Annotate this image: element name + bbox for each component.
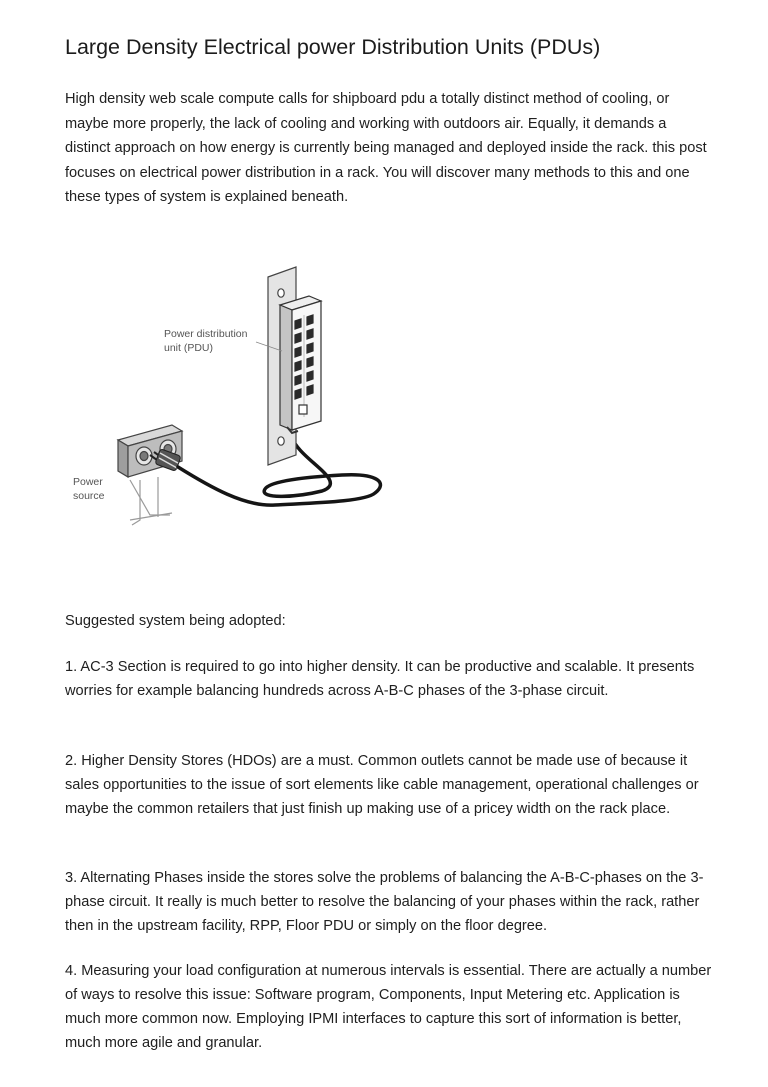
point-paragraph-1: 1. AC-3 Section is required to go into higher density. It can be productive and scalable. It presents worries for example balancing hundreds across A-B-C phases of the 3-phase circuit. xyxy=(65,659,695,699)
page-title: Large Density Electrical power Distribution Units (PDUs) xyxy=(65,35,601,59)
point-paragraph-4: 4. Measuring your load configuration at numerous intervals is essential. There are actually a number of ways to resolve this issue: Software program, Components, Input Metering etc. Application is much more common now. Employing IPMI interfaces to capture this sort of information is better, much more agile and granular. xyxy=(65,963,712,1051)
suggested-heading: Suggested system being adopted: xyxy=(65,613,286,629)
intro-paragraph: High density web scale compute calls for shipboard pdu a totally distinct method of cooling, or maybe more properly, the lack of cooling and working with outdoors air. Equally, it demands a distinct approach on how energy is currently being managed and deployed inside the rack. this post focuses on electrical power distribution in a rack. You will discover many methods to this and one these types of system is explained beneath. xyxy=(65,91,707,205)
pdu-label-line2: unit (PDU) xyxy=(164,342,214,354)
pdu-label-line1: Power distribution xyxy=(164,328,248,340)
pdu-strip-icon xyxy=(280,296,321,433)
power-source-label-line1: Power xyxy=(73,476,103,488)
floor-rails-shape xyxy=(130,477,172,525)
point-paragraph-2: 2. Higher Density Stores (HDOs) are a must. Common outlets cannot be made use of because it sales opportunities to the issue of sort elements like cable management, operational challenges or maybe the common retailers that just finish up making use of a pricey width on the rack place. xyxy=(65,753,699,817)
power-source-label-line2: source xyxy=(73,490,105,502)
point-paragraph-3: 3. Alternating Phases inside the stores solve the problems of balancing the A-B-C-phases on the 3-phase circuit. It really is much better to resolve the balancing of your phases within the rack, rather then in the upstream facility, RPP, Floor PDU or simply on the floor degree. xyxy=(65,870,704,934)
pdu-illustration xyxy=(60,255,420,535)
